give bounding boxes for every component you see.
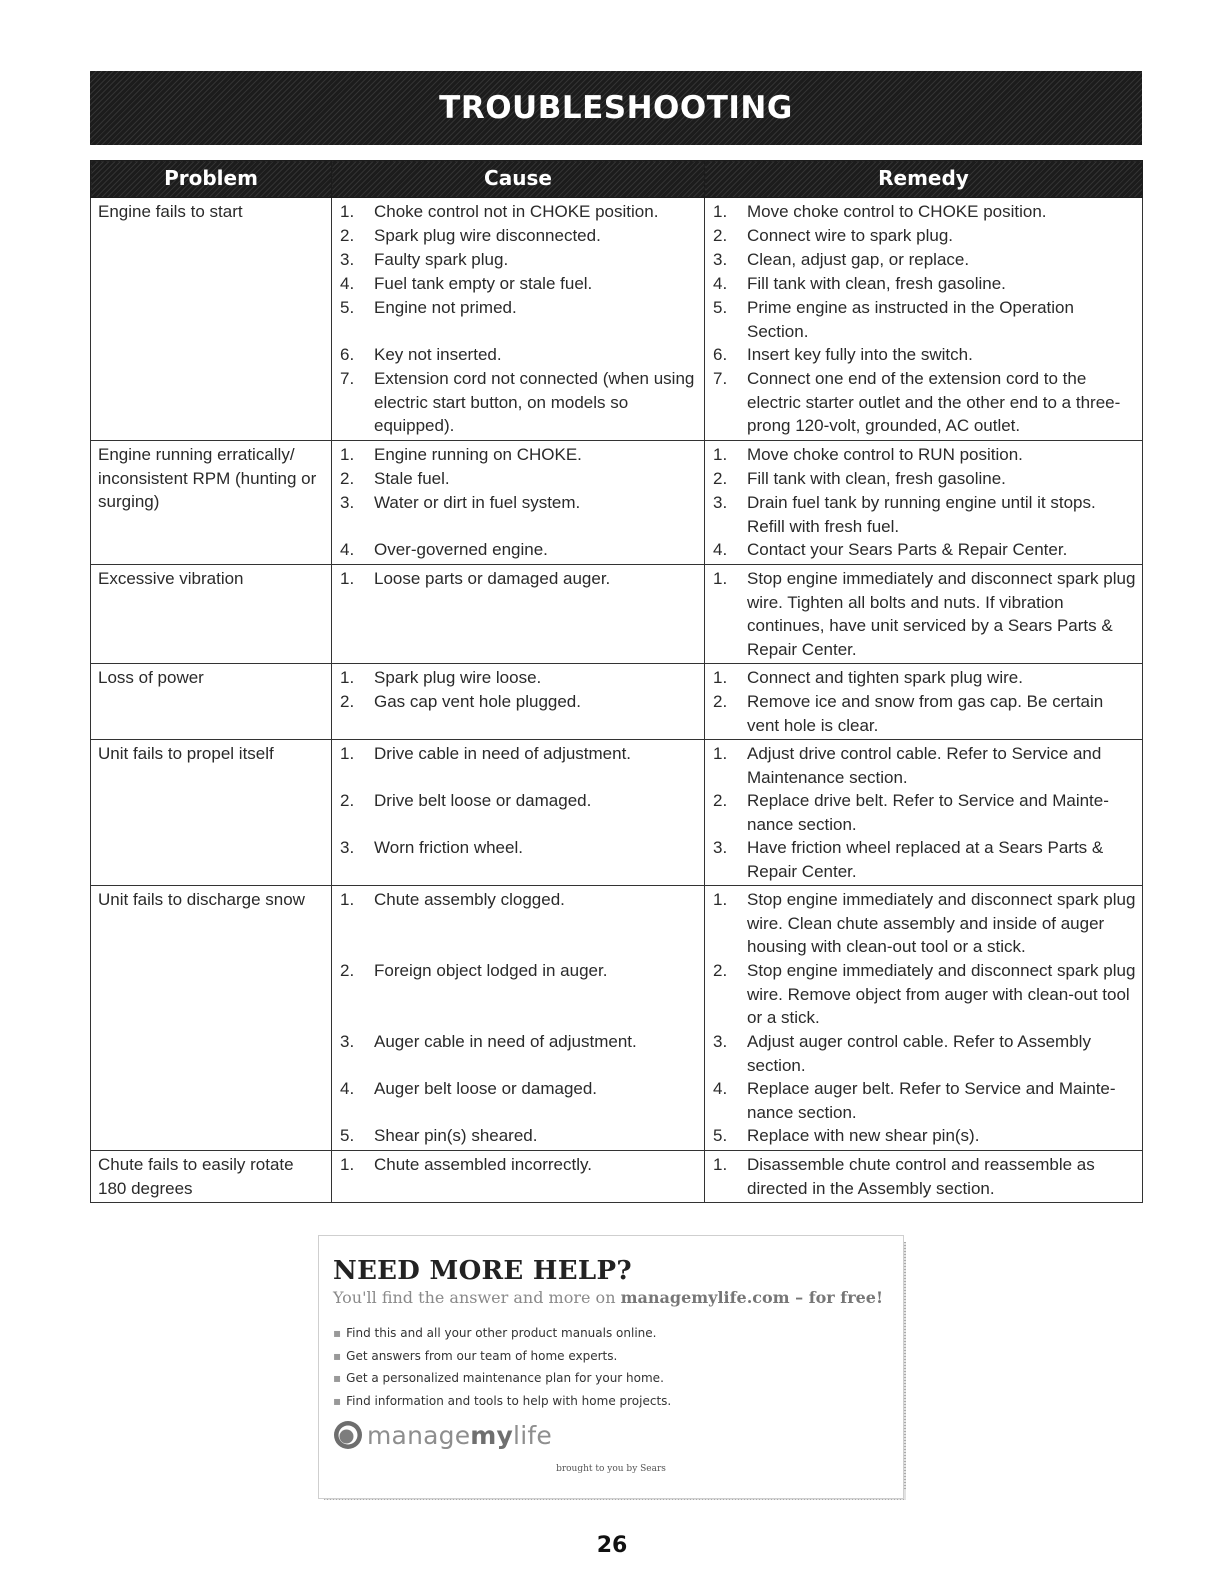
- item-number: 1.: [340, 890, 355, 909]
- remedy-item: [713, 1077, 1136, 1124]
- bullet-icon: ▪: [333, 1326, 342, 1340]
- help-site-link[interactable]: managemylife.com: [620, 1288, 790, 1307]
- page-title: TROUBLESHOOTING: [439, 90, 793, 126]
- item-number: 4.: [340, 540, 355, 559]
- item-text: Move choke control to CHOKE position.: [747, 202, 1047, 221]
- cause-item: [340, 1077, 698, 1124]
- item-text: Choke control not in CHOKE position.: [374, 202, 659, 221]
- item-text: Prime engine as instructed in the Operation Section.: [747, 298, 1074, 341]
- cause-item: [340, 200, 698, 224]
- cause-cell: [332, 565, 705, 664]
- cause-item: [340, 742, 698, 789]
- item-text: Fill tank with clean, fresh gasoline.: [747, 469, 1006, 488]
- item-number: 2.: [713, 791, 728, 810]
- problem-cell: Unit fails to propel itself: [91, 740, 332, 886]
- bullet-icon: ▪: [333, 1371, 342, 1385]
- cause-cell: [332, 198, 705, 441]
- cause-cell: [332, 664, 705, 740]
- cause-item: [340, 690, 698, 737]
- table-row: [91, 664, 1143, 740]
- table-row: [91, 565, 1143, 664]
- item-number: 3.: [340, 493, 355, 512]
- item-text: Connect and tighten spark plug wire.: [747, 668, 1023, 687]
- item-text: Replace with new shear pin(s).: [747, 1126, 980, 1145]
- item-text: Spark plug wire disconnected.: [374, 226, 601, 245]
- remedy-item: [713, 666, 1136, 690]
- remedy-cell: [705, 441, 1143, 565]
- item-number: 2.: [713, 226, 728, 245]
- item-text: Contact your Sears Parts & Repair Center.: [747, 540, 1068, 559]
- remedy-item: [713, 443, 1136, 467]
- remedy-item: [713, 343, 1136, 367]
- remedy-item: [713, 567, 1136, 661]
- cause-item: [340, 224, 698, 248]
- item-text: Connect one end of the extension cord to the electric starter outlet and the other end to a three-prong 120-volt, grounded, AC outlet.: [747, 369, 1121, 435]
- problem-cell: Loss of power: [91, 664, 332, 740]
- remedy-cell: [705, 565, 1143, 664]
- table-header-row: [91, 161, 1143, 198]
- item-number: 1.: [713, 202, 728, 221]
- help-subtitle: [333, 1288, 883, 1307]
- item-number: 3.: [340, 250, 355, 269]
- item-text: Chute assembly clogged.: [374, 890, 565, 909]
- item-number: 1.: [713, 1155, 728, 1174]
- item-number: 2.: [713, 469, 728, 488]
- item-number: 6.: [713, 345, 728, 364]
- item-number: 1.: [340, 744, 355, 763]
- cause-item: [340, 888, 698, 959]
- help-title: NEED MORE HELP?: [333, 1256, 632, 1286]
- item-text: Adjust auger control cable. Refer to Assembly section.: [747, 1032, 1091, 1075]
- item-text: Faulty spark plug.: [374, 250, 509, 269]
- item-text: Worn friction wheel.: [374, 838, 523, 857]
- item-text: Spark plug wire loose.: [374, 668, 542, 687]
- item-text: Key not inserted.: [374, 345, 502, 364]
- cause-item: [340, 789, 698, 836]
- item-text: Have friction wheel replaced at a Sears Parts & Repair Center.: [747, 838, 1104, 881]
- item-number: 5.: [340, 298, 355, 317]
- remedy-item: [713, 1030, 1136, 1077]
- item-text: Stale fuel.: [374, 469, 450, 488]
- help-bullet: ▪ Find this and all your other product manuals online.: [333, 1326, 657, 1340]
- item-number: 5.: [713, 298, 728, 317]
- cause-item: [340, 1153, 698, 1200]
- cause-item: [340, 666, 698, 690]
- item-text: Auger cable in need of adjustment.: [374, 1032, 637, 1051]
- remedy-cell: [705, 664, 1143, 740]
- remedy-item: [713, 959, 1136, 1030]
- remedy-item: [713, 742, 1136, 789]
- item-text: Foreign object lodged in auger.: [374, 961, 608, 980]
- item-text: Drive belt loose or damaged.: [374, 791, 592, 810]
- item-number: 2.: [340, 961, 355, 980]
- remedy-item: [713, 367, 1136, 438]
- item-text: Stop engine immediately and disconnect spark plug wire. Tighten all bolts and nuts. If vibration continues, have unit serviced by a Sears Parts & Repair Center.: [747, 569, 1136, 659]
- cause-item: [340, 567, 698, 661]
- item-number: 3.: [713, 1032, 728, 1051]
- remedy-item: [713, 200, 1136, 224]
- item-text: Fill tank with clean, fresh gasoline.: [747, 274, 1006, 293]
- remedy-cell: [705, 740, 1143, 886]
- item-number: 3.: [340, 838, 355, 857]
- remedy-cell: [705, 198, 1143, 441]
- table-row: [91, 886, 1143, 1151]
- item-number: 5.: [340, 1126, 355, 1145]
- cause-cell: [332, 740, 705, 886]
- item-text: Engine not primed.: [374, 298, 517, 317]
- item-text: Insert key fully into the switch.: [747, 345, 973, 364]
- item-number: 1.: [713, 744, 728, 763]
- item-number: 4.: [713, 540, 728, 559]
- remedy-cell: [705, 886, 1143, 1151]
- cause-item: [340, 959, 698, 1030]
- problem-cell: Unit fails to discharge snow: [91, 886, 332, 1151]
- help-subtitle-start: You'll find the answer and more on: [333, 1288, 621, 1307]
- item-number: 6.: [340, 345, 355, 364]
- cause-item: [340, 836, 698, 883]
- item-text: Auger belt loose or damaged.: [374, 1079, 598, 1098]
- item-number: 1.: [340, 668, 355, 687]
- header-remedy: Remedy: [705, 161, 1143, 198]
- remedy-item: [713, 272, 1136, 296]
- item-number: 4.: [713, 1079, 728, 1098]
- item-number: 2.: [340, 692, 355, 711]
- title-banner: [90, 71, 1142, 145]
- remedy-cell: [705, 1151, 1143, 1203]
- problem-cell: Engine fails to start: [91, 198, 332, 441]
- item-number: 4.: [340, 1079, 355, 1098]
- remedy-item: [713, 836, 1136, 883]
- item-text: Stop engine immediately and disconnect spark plug wire. Clean chute assembly and inside of auger housing with clean-out tool or a stick.: [747, 890, 1136, 956]
- item-number: 1.: [713, 890, 728, 909]
- help-bullet: ▪ Get answers from our team of home experts.: [333, 1348, 618, 1363]
- item-number: 2.: [340, 791, 355, 810]
- need-more-help-box: [318, 1235, 904, 1499]
- item-text: Engine running on CHOKE.: [374, 445, 582, 464]
- cause-item: [340, 248, 698, 272]
- item-number: 4.: [340, 274, 355, 293]
- header-cause: Cause: [332, 161, 705, 198]
- item-text: Connect wire to spark plug.: [747, 226, 953, 245]
- item-text: Disassemble chute control and reassemble as directed in the Assembly section.: [747, 1155, 1095, 1198]
- item-text: Replace drive belt. Refer to Service and Mainte- nance section.: [747, 791, 1109, 834]
- item-number: 2.: [340, 226, 355, 245]
- remedy-item: [713, 888, 1136, 959]
- bullet-icon: ▪: [333, 1393, 342, 1408]
- cause-item: [340, 272, 698, 296]
- brought-by-sears: brought to you by Sears: [556, 1464, 666, 1474]
- remedy-item: [713, 491, 1136, 538]
- remedy-item: [713, 467, 1136, 491]
- page-number: 26: [596, 1533, 628, 1558]
- item-number: 3.: [713, 250, 728, 269]
- item-number: 3.: [340, 1032, 355, 1051]
- item-number: 7.: [713, 369, 728, 388]
- cause-item: [340, 443, 698, 467]
- item-text: Replace auger belt. Refer to Service and Mainte- nance section.: [747, 1079, 1116, 1122]
- item-number: 3.: [713, 838, 728, 857]
- item-text: Loose parts or damaged auger.: [374, 569, 611, 588]
- cause-cell: [332, 441, 705, 565]
- item-number: 7.: [340, 369, 355, 388]
- troubleshooting-table: [90, 160, 1143, 1203]
- item-number: 1.: [713, 445, 728, 464]
- remedy-item: [713, 224, 1136, 248]
- item-number: 1.: [340, 569, 355, 588]
- remedy-item: [713, 248, 1136, 272]
- problem-cell: Engine running erratically/ inconsistent RPM (hunting or surging): [91, 441, 332, 565]
- item-number: 1.: [340, 445, 355, 464]
- help-bullet: ▪ Get a personalized maintenance plan for your home.: [333, 1371, 664, 1385]
- item-text: Shear pin(s) sheared.: [374, 1126, 538, 1145]
- table-row: [91, 1151, 1143, 1203]
- cause-item: [340, 296, 698, 343]
- cause-cell: [332, 886, 705, 1151]
- item-number: 2.: [713, 692, 728, 711]
- bullet-icon: ▪: [333, 1348, 342, 1363]
- help-bullet-list: [333, 1322, 671, 1412]
- item-number: 1.: [340, 202, 355, 221]
- item-text: Over-governed engine.: [374, 540, 548, 559]
- item-text: Fuel tank empty or stale fuel.: [374, 274, 593, 293]
- item-number: 4.: [713, 274, 728, 293]
- item-text: Stop engine immediately and disconnect spark plug wire. Remove object from auger with clean-out tool or a stick.: [747, 961, 1136, 1027]
- managemylife-icon: [333, 1420, 363, 1450]
- item-number: 3.: [713, 493, 728, 512]
- item-number: 2.: [340, 469, 355, 488]
- table-body: [91, 198, 1143, 1203]
- remedy-item: [713, 1153, 1136, 1200]
- remedy-item: [713, 690, 1136, 737]
- cause-item: [340, 1030, 698, 1077]
- item-text: Extension cord not connected (when using electric start button, on models so equipped).: [374, 369, 695, 435]
- item-text: Clean, adjust gap, or replace.: [747, 250, 970, 269]
- remedy-item: [713, 789, 1136, 836]
- item-number: 1.: [713, 668, 728, 687]
- item-text: Chute assembled incorrectly.: [374, 1155, 592, 1174]
- item-text: Adjust drive control cable. Refer to Service and Maintenance section.: [747, 744, 1102, 787]
- help-bullet: ▪ Find information and tools to help with home projects.: [333, 1393, 672, 1408]
- item-number: 5.: [713, 1126, 728, 1145]
- cause-item: [340, 491, 698, 538]
- cause-item: [340, 343, 698, 367]
- remedy-item: [713, 1124, 1136, 1148]
- cause-item: [340, 1124, 698, 1148]
- table-row: [91, 441, 1143, 565]
- item-text: Drain fuel tank by running engine until it stops. Refill with fresh fuel.: [747, 493, 1096, 536]
- problem-cell: Chute fails to easily rotate 180 degrees: [91, 1151, 332, 1203]
- item-number: 2.: [713, 961, 728, 980]
- item-text: Move choke control to RUN position.: [747, 445, 1023, 464]
- logo-text: managemylife: [367, 1420, 552, 1450]
- item-text: Gas cap vent hole plugged.: [374, 692, 581, 711]
- item-text: Drive cable in need of adjustment.: [374, 744, 632, 763]
- problem-cell: Excessive vibration: [91, 565, 332, 664]
- remedy-item: [713, 296, 1136, 343]
- cause-item: [340, 367, 698, 438]
- managemylife-logo: [333, 1420, 552, 1450]
- item-number: 1.: [340, 1155, 355, 1174]
- cause-cell: [332, 1151, 705, 1203]
- table-row: [91, 740, 1143, 886]
- header-problem: Problem: [91, 161, 332, 198]
- cause-item: [340, 538, 698, 562]
- item-text: Remove ice and snow from gas cap. Be certain vent hole is clear.: [747, 692, 1104, 735]
- table-row: [91, 198, 1143, 441]
- cause-item: [340, 467, 698, 491]
- item-text: Water or dirt in fuel system.: [374, 493, 581, 512]
- help-subtitle-end: – for free!: [789, 1288, 883, 1307]
- remedy-item: [713, 538, 1136, 562]
- item-number: 1.: [713, 569, 728, 588]
